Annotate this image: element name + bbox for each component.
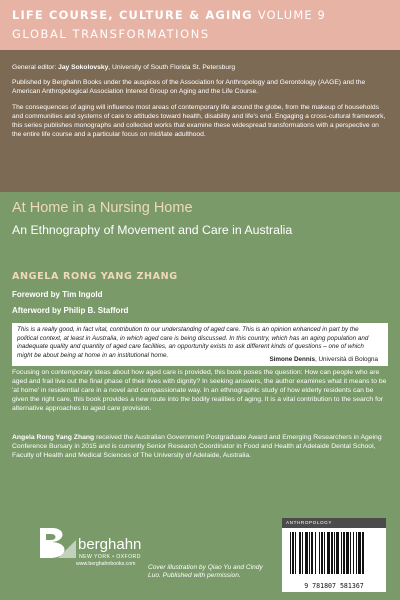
author-name: ANGELA RONG YANG ZHANG (12, 271, 178, 282)
barcode-bars (282, 528, 386, 580)
foreword-credit: Foreword by Tim Ingold (12, 290, 103, 299)
isbn-number: 9 781807 581367 (304, 582, 364, 590)
author-bio (12, 433, 388, 460)
afterword-credit: Afterword by Philip B. Stafford (12, 306, 129, 315)
review-affiliation: , Università di Bologna (314, 356, 378, 363)
series-subtitle: GLOBAL TRANSFORMATIONS (12, 27, 210, 41)
review-author: Simone Dennis (269, 356, 315, 363)
series-volume: VOLUME 9 (257, 8, 327, 22)
editor-label: General editor: (12, 64, 57, 71)
book-description: Focusing on contemporary ideas about how aged care is provided, this book poses the question: How can people who are aged and frail live out the final phase of their lives with dignity? In seeking answers, the author examines what it means to be 'at home' in residential care in a novel and compassionate way. In an ethnographic study of how elderly residents can be given the right care, this book provides a new route into the bodily realities of aging. It is a vital contribution to the search for alternative approaches to aged care provision. (12, 369, 387, 412)
review-text: This is a really good, in fact vital, contribution to our understanding of aged care. This is an opinion enhanced in part by the political context, at least in Australia, in which aged care is being discussed. In this country, which has an aging population and inadequate quality and quantity of aged care facilities, an opportunity exists to ask different kinds of questions – one of which might be about being at home in an institutional home. (17, 326, 369, 359)
publisher-note: Published by Berghahn Books under the auspices of the Association for Anthropology and Gerontology (AAGE) and the American Anthropological Association Interest Group on Aging and the Life Course. (12, 79, 366, 96)
isbn-barcode (282, 528, 386, 592)
bio-text: received the Australian Government Postgraduate Award and Emerging Researchers in Ageing Conference Bursary in 2015 and is currently Senior Research Coordinator in Food and Health at Adelaide Dental School, Faculty of Health and Medical Sciences of The University of Adelaide, Australia. (12, 434, 382, 459)
series-title-line (12, 8, 326, 22)
berghahn-logo-icon (36, 528, 76, 558)
review-attribution (269, 356, 378, 363)
editor-affiliation: , University of South Florida St. Petersburg (108, 64, 236, 71)
book-subtitle: An Ethnography of Movement and Care in Australia (12, 223, 293, 237)
publisher-name: berghahn (78, 536, 142, 553)
book-title: At Home in a Nursing Home (12, 200, 193, 216)
series-header (0, 0, 400, 50)
editor-name: Jay Sokolovsky (58, 64, 109, 71)
cover-credit: Cover illustration by Qiao Yu and Cindy Luo. Published with permission. (148, 564, 263, 580)
publisher-url[interactable]: www.berghahnbooks.com (76, 561, 136, 567)
series-title: LIFE COURSE, CULTURE & AGING (12, 8, 253, 22)
series-info-panel (0, 50, 400, 192)
subject-label: ANTHROPOLOGY (282, 518, 386, 528)
editor-line (12, 63, 386, 72)
review-quote (12, 323, 388, 366)
publisher-places: NEW YORK • OXFORD (79, 554, 141, 560)
bio-name: Angela Rong Yang Zhang (12, 434, 95, 441)
series-description: The consequences of aging will influence most areas of contemporary life around the globe, from the makeup of households and communities and systems of care to attitudes toward health, disability and life's end. Engaging a cross-cultural framework, this series publishes monographs and collected works that examine these widespread transformations with a perspective on the entire life course and a particular focus on mid/late adulthood. (12, 103, 386, 139)
